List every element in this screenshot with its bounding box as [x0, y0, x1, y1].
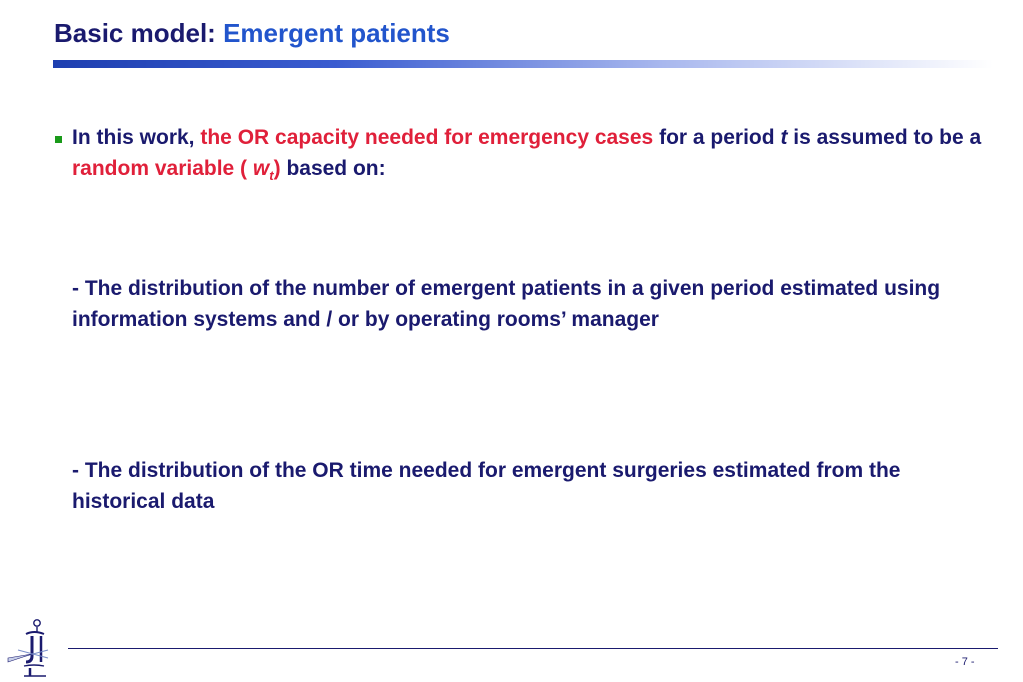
bullet-highlight-random-variable: random variable (	[72, 157, 248, 180]
title-underline	[53, 60, 993, 68]
bullet-square-icon	[55, 136, 62, 143]
item-patient-distribution: - The distribution of the number of emergent patients in a given period estimated using information systems and / or by operating rooms’ manager	[72, 277, 941, 331]
variable-w-base: w	[252, 157, 270, 180]
variable-t: t	[780, 126, 788, 149]
institution-logo-icon	[4, 616, 50, 680]
bullet-close-paren: )	[273, 157, 281, 180]
variable-w	[252, 157, 274, 183]
slide-title	[54, 18, 450, 49]
item-or-time-distribution: - The distribution of the OR time needed for emergent surgeries estimated from the historical data	[72, 459, 901, 513]
bullet-text-2: for a period	[659, 126, 775, 149]
title-accent: Emergent patients	[223, 18, 450, 48]
title-prefix: Basic model:	[54, 18, 216, 48]
page-number: - 7 -	[955, 656, 975, 668]
footer-divider	[68, 648, 998, 649]
variable-w-subscript: t	[269, 168, 274, 183]
bullet-text-4: based on:	[286, 157, 386, 180]
bullet-paragraph	[72, 122, 982, 191]
bullet-text-3: is assumed to be a	[793, 126, 982, 149]
bullet-text-1: In this work,	[72, 126, 195, 149]
bullet-highlight-capacity: the OR capacity needed for emergency cases	[200, 126, 654, 149]
